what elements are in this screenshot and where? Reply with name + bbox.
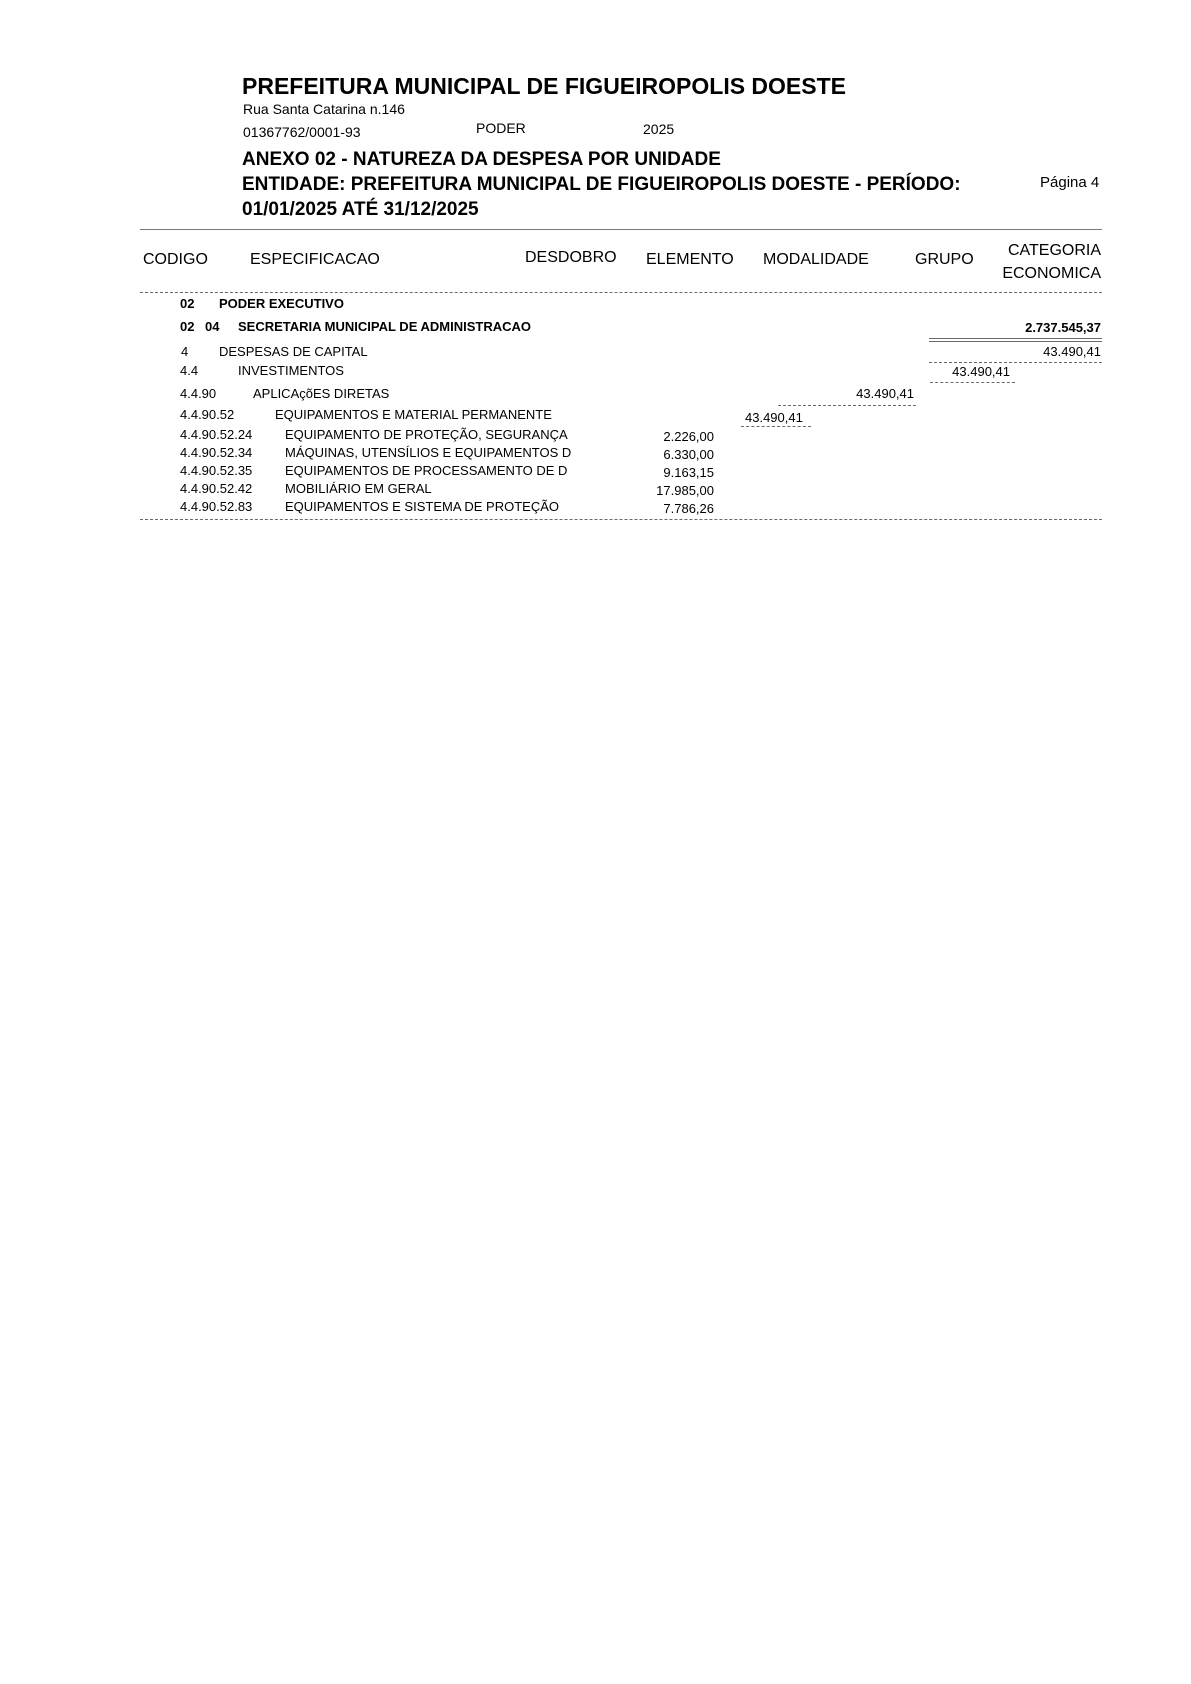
grupo-value: 43.490,41 [952,364,1010,379]
grupo-rule [930,382,1015,383]
desdobro-value: 9.163,15 [663,465,714,480]
col-desdobro: DESDOBRO [525,249,617,266]
poder-label: PODER [476,120,526,136]
modalidade-label: APLICAçõES DIRETAS [253,386,390,401]
entity-line-1: ENTIDADE: PREFEITURA MUNICIPAL DE FIGUEIROPOLIS DOESTE - PERÍODO: [242,174,961,195]
year: 2025 [643,121,675,137]
desdobro-label: MÁQUINAS, UTENSÍLIOS E EQUIPAMENTOS D [285,445,572,460]
poder-label: PODER EXECUTIVO [219,296,344,311]
desdobro-value: 7.786,26 [663,501,714,516]
col-elemento: ELEMENTO [646,251,734,268]
desdobro-code: 4.4.90.52.35 [180,463,253,478]
unidade-total: 2.737.545,37 [1025,320,1101,335]
column-divider [140,292,1102,293]
desdobro-label: MOBILIÁRIO EM GERAL [285,481,432,496]
modalidade-rule [778,405,916,406]
col-especificacao: ESPECIFICACAO [250,251,380,268]
table-bottom-rule [140,519,1102,520]
cnpj: 01367762/0001-93 [243,124,361,140]
col-categoria: CATEGORIA [1007,242,1101,259]
desdobro-value: 6.330,00 [663,447,714,462]
poder-code: 02 [180,296,195,311]
elemento-value: 43.490,41 [745,410,803,425]
desdobro-label: EQUIPAMENTOS E SISTEMA DE PROTEÇÃO [285,499,560,514]
categoria-rule [929,362,1102,363]
elemento-code: 4.4.90.52 [180,407,235,422]
page-number: Página 4 [1040,174,1100,191]
col-grupo: GRUPO [915,251,974,268]
desdobro-value: 17.985,00 [656,483,714,498]
address: Rua Santa Catarina n.146 [243,101,405,117]
total-double-rule [929,338,1102,342]
modalidade-value: 43.490,41 [856,386,914,401]
unidade-code-a: 02 [180,319,195,334]
header-divider [140,229,1102,230]
categoria-code: 4 [181,344,189,359]
categoria-value: 43.490,41 [1043,344,1101,359]
col-codigo: CODIGO [143,251,208,268]
col-economica: ECONOMICA [1002,265,1101,282]
unidade-code-b: 04 [205,319,220,334]
report-title: ANEXO 02 - NATUREZA DA DESPESA POR UNIDADE [242,149,721,170]
desdobro-code: 4.4.90.52.83 [180,499,253,514]
grupo-label: INVESTIMENTOS [238,363,344,378]
entity-line-2: 01/01/2025 ATÉ 31/12/2025 [242,199,479,220]
categoria-label: DESPESAS DE CAPITAL [219,344,368,359]
col-modalidade: MODALIDADE [763,251,869,268]
desdobro-code: 4.4.90.52.42 [180,481,253,496]
modalidade-code: 4.4.90 [180,386,217,401]
desdobro-label: EQUIPAMENTO DE PROTEÇÃO, SEGURANÇA [285,427,568,442]
desdobro-value: 2.226,00 [663,429,714,444]
unidade-label: SECRETARIA MUNICIPAL DE ADMINISTRACAO [238,319,531,334]
institution-title: PREFEITURA MUNICIPAL DE FIGUEIROPOLIS DOESTE [242,73,847,99]
elemento-rule [741,426,811,427]
desdobro-code: 4.4.90.52.34 [180,445,253,460]
grupo-code: 4.4 [180,363,199,378]
desdobro-code: 4.4.90.52.24 [180,427,253,442]
elemento-label: EQUIPAMENTOS E MATERIAL PERMANENTE [275,407,552,422]
desdobro-label: EQUIPAMENTOS DE PROCESSAMENTO DE D [285,463,568,478]
